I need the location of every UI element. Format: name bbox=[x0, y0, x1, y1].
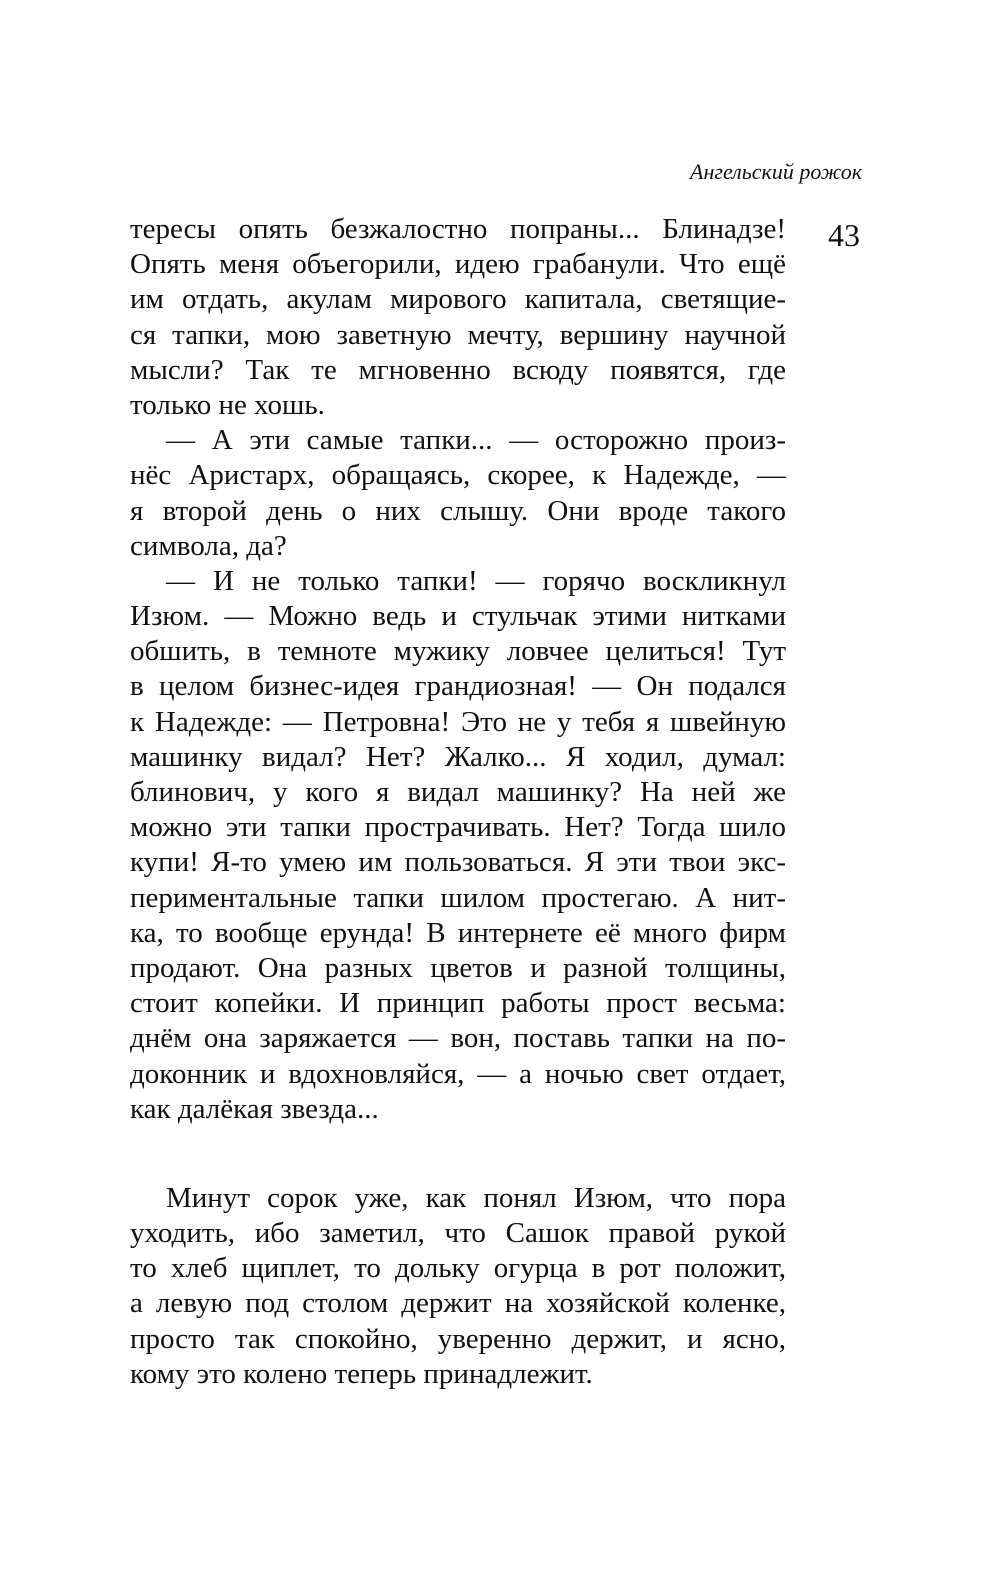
running-head: Ангельский рожок bbox=[690, 159, 862, 184]
text-line: — А эти самые тапки... — осторожно произ- bbox=[166, 424, 786, 457]
text-line: мысли? Так те мгновенно всюду появятся, где bbox=[130, 353, 786, 386]
text-line: купи! Я-то умею им пользоваться. Я эти твои экс- bbox=[130, 846, 786, 879]
text-line: стоит копейки. И принцип работы прост весьма: bbox=[130, 987, 786, 1020]
text-line: продают. Она разных цветов и разной толщины, bbox=[130, 951, 786, 984]
text-line: обшить, в темноте мужику ловчее целиться! Тут bbox=[130, 635, 786, 668]
text-line: то хлеб щиплет, то дольку огурца в рот положит, bbox=[130, 1252, 786, 1285]
body-text bbox=[130, 212, 786, 1392]
text-line: просто так спокойно, уверенно держит, и ясно, bbox=[130, 1322, 786, 1355]
text-line: а левую под столом держит на хозяйской коленке, bbox=[130, 1287, 786, 1320]
text-line: нёс Аристарх, обращаясь, скорее, к Надежде, — bbox=[130, 459, 786, 492]
text-line: уходить, ибо заметил, что Сашок правой рукой bbox=[130, 1217, 786, 1250]
text-line: Минут сорок уже, как понял Изюм, что пора bbox=[166, 1181, 786, 1214]
text-line: я второй день о них слышу. Они вроде такого bbox=[130, 494, 786, 527]
text-line: как далёкая звезда... bbox=[130, 1092, 379, 1125]
text-line: символа, да? bbox=[130, 529, 287, 562]
page-number: 43 bbox=[828, 217, 860, 253]
text-line: периментальные тапки шилом простегаю. А нит- bbox=[130, 881, 786, 914]
text-line: только не хошь. bbox=[130, 388, 325, 421]
text-line: в целом бизнес-идея грандиозная! — Он подался bbox=[130, 670, 786, 703]
text-line: ся тапки, мою заветную мечту, вершину научной bbox=[130, 318, 786, 351]
text-line: Опять меня объегорили, идею грабанули. Что ещё bbox=[130, 248, 786, 281]
text-line: им отдать, акулам мирового капитала, светящие- bbox=[130, 283, 786, 316]
text-line: днём она заряжается — вон, поставь тапки на по- bbox=[130, 1022, 786, 1055]
text-line: к Надежде: — Петровна! Это не у тебя я швейную bbox=[130, 705, 786, 738]
section-break bbox=[130, 1127, 786, 1181]
text-line: ка, то вообще ерунда! В интернете её много фирм bbox=[130, 916, 786, 949]
text-line: Изюм. — Можно ведь и стульчак этими нитками bbox=[130, 600, 786, 633]
text-line: машинку видал? Нет? Жалко... Я ходил, думал: bbox=[130, 740, 786, 773]
text-line: можно эти тапки прострачивать. Нет? Тогда шило bbox=[130, 811, 786, 844]
text-line: блинович, у кого я видал машинку? На ней же bbox=[130, 776, 786, 808]
text-line: кому это колено теперь принадлежит. bbox=[130, 1357, 593, 1390]
text-line: тересы опять безжалостно попраны... Блинадзе! bbox=[130, 213, 786, 245]
text-line: доконник и вдохновляйся, — а ночью свет отдает, bbox=[130, 1057, 786, 1090]
text-line: — И не только тапки! — горячо воскликнул bbox=[166, 564, 786, 597]
